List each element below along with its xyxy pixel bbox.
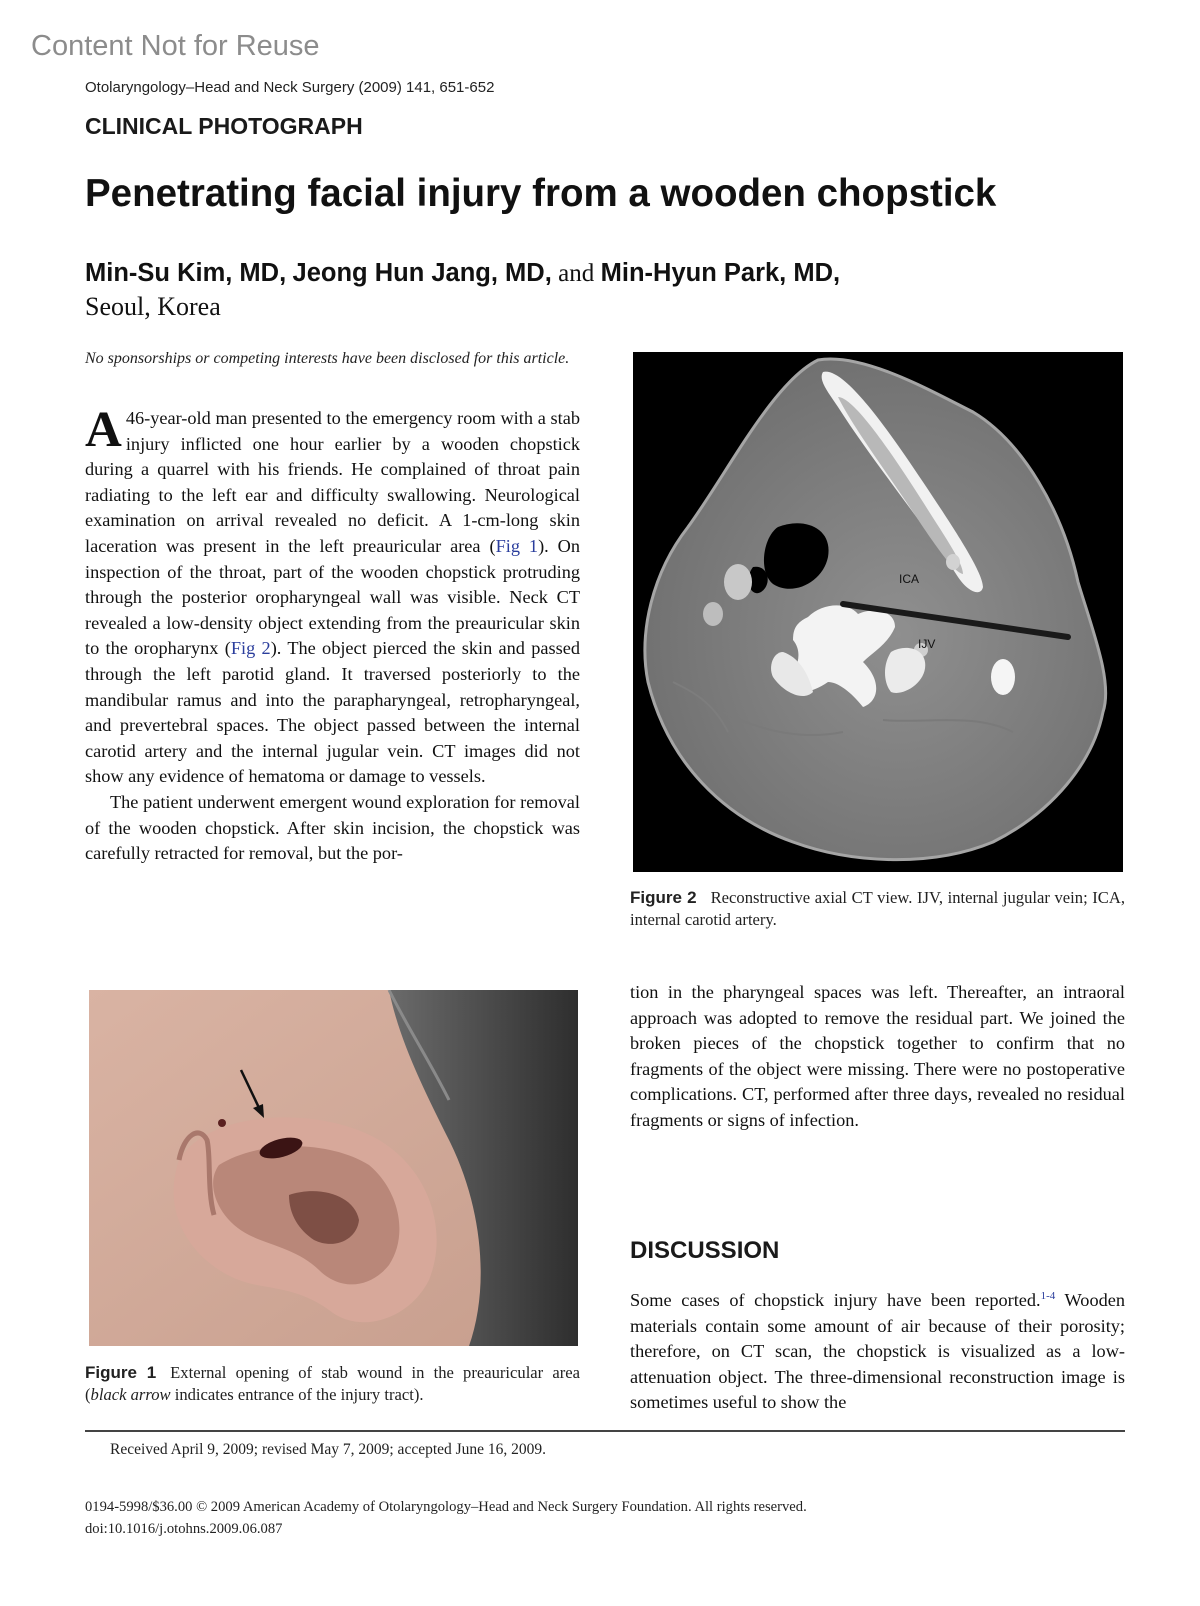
caption-text: External opening of stab wound in the preauricular area ( bbox=[85, 1363, 581, 1404]
figure-label: Figure 1 bbox=[85, 1363, 157, 1382]
reference-link[interactable]: 1-4 bbox=[1040, 1290, 1056, 1302]
author-conjunction: and bbox=[558, 260, 595, 287]
text-run: 46-year-old man presented to the emergency room with a stab injury inflicted one hour earlier by a wooden chopstick during a quarrel with his friends. He complained of throat pain radiating to the left ear and difficulty swallowing. Neurological examination on arrival revealed no deficit. A 1-cm-long skin laceration was present in the left preauricular area ( bbox=[85, 408, 580, 556]
drop-cap: A bbox=[85, 402, 122, 458]
ica-label: ICA bbox=[899, 572, 920, 586]
figure-label: Figure 2 bbox=[630, 888, 697, 907]
article-title: Penetrating facial injury from a wooden chopstick bbox=[85, 172, 997, 215]
figure-1-photo bbox=[89, 990, 578, 1346]
ear-photo-illustration bbox=[89, 990, 578, 1346]
caption-emphasis: black arrow bbox=[90, 1385, 171, 1404]
text-run: Some cases of chopstick injury have been reported. bbox=[630, 1290, 1041, 1311]
watermark: Content Not for Reuse bbox=[31, 30, 320, 62]
paragraph: tion in the pharyngeal spaces was left. Thereafter, an intraoral approach was adopted to remove the residual part. We joined the broken pieces of the chopstick together to confirm that no fragments of the object were missing. There were no postoperative complications. CT, performed after three days, revealed no residual fragments or signs of infection. bbox=[630, 982, 1125, 1130]
paragraph bbox=[630, 1284, 1125, 1416]
received-dates: Received April 9, 2009; revised May 7, 2009; accepted June 16, 2009. bbox=[110, 1441, 547, 1458]
text-run: ). On inspection of the throat, part of the wooden chopstick protruding through the posterior oropharyngeal wall was visible. Neck CT revealed a low-density object extending from the preauricular skin to the oropharynx ( bbox=[85, 535, 581, 659]
copyright-line: 0194-5998/$36.00 © 2009 American Academy of Otolaryngology–Head and Neck Surgery Foundation. All rights reserved. bbox=[85, 1499, 807, 1515]
paragraph bbox=[85, 402, 581, 790]
ijv-label: IJV bbox=[918, 637, 936, 651]
section-heading-discussion: DISCUSSION bbox=[630, 1237, 780, 1264]
affiliation: Seoul, Korea bbox=[85, 292, 221, 321]
discussion-paragraph bbox=[630, 1284, 1125, 1416]
author-list bbox=[85, 258, 840, 288]
author-name: Jeong Hun Jang, MD, bbox=[292, 259, 552, 287]
footer-divider bbox=[85, 1430, 1125, 1432]
caption-text: Reconstructive axial CT view. IJV, internal jugular vein; ICA, internal carotid artery. bbox=[630, 888, 1126, 929]
body-text-left-column bbox=[85, 402, 581, 867]
paragraph: The patient underwent emergent wound exploration for removal of the wooden chopstick. After skin incision, the chopstick was carefully retracted for removal, but the por- bbox=[85, 791, 580, 864]
author-name: Min-Su Kim, MD, bbox=[85, 259, 287, 287]
body-text-right-column bbox=[630, 980, 1125, 1134]
figure-1-caption bbox=[85, 1362, 580, 1406]
disclosure-note: No sponsorships or competing interests have been disclosed for this article. bbox=[85, 350, 570, 367]
ct-scan-illustration bbox=[633, 352, 1123, 872]
figure-1-link[interactable]: Fig 1 bbox=[495, 535, 539, 556]
author-name: Min-Hyun Park, MD, bbox=[600, 259, 841, 287]
section-label: CLINICAL PHOTOGRAPH bbox=[85, 113, 363, 139]
copyright-block bbox=[85, 1496, 807, 1540]
journal-citation: Otolaryngology–Head and Neck Surgery (2009) 141, 651-652 bbox=[85, 79, 495, 96]
text-run: ). The object pierced the skin and passed through the left parotid gland. It traversed posteriorly to the mandibular ramus and into the parapharyngeal, retropharyngeal, and prevertebral spaces. The object passed between the internal carotid artery and the internal jugular vein. CT images did not show any evidence of hematoma or damage to vessels. bbox=[85, 638, 580, 787]
figure-2-caption bbox=[630, 887, 1125, 931]
figure-2-ct-image bbox=[633, 352, 1123, 872]
figure-2-link[interactable]: Fig 2 bbox=[230, 638, 271, 659]
text-run: Wooden materials contain some amount of air because of their porosity; therefore, on CT scan, the chopstick is visualized as a low-attenuation object. The three-dimensional reconstruction image is sometimes useful to show the bbox=[630, 1290, 1125, 1413]
caption-text: indicates entrance of the injury tract). bbox=[170, 1385, 424, 1404]
doi[interactable]: doi:10.1016/j.otohns.2009.06.087 bbox=[85, 1521, 283, 1537]
